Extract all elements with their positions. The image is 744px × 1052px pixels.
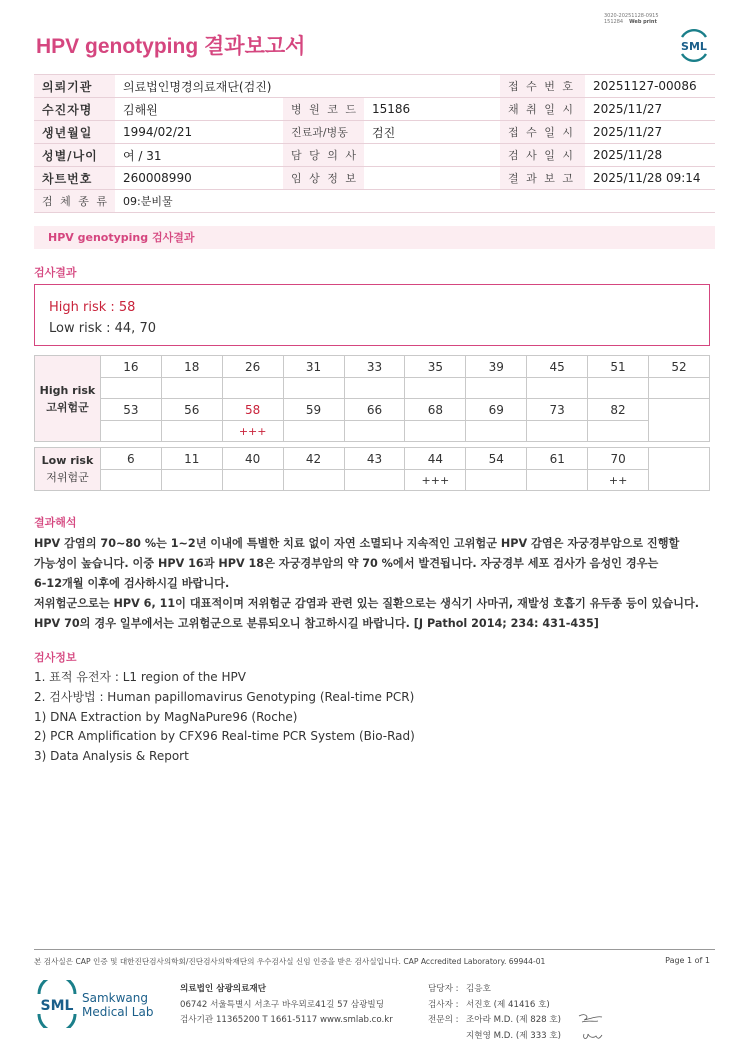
hpv-result-cell <box>161 470 222 491</box>
receipt-date-label: 접 수 일 시 <box>500 121 585 144</box>
test-info-line: 1) DNA Extraction by MagNaPure96 (Roche) <box>34 709 298 724</box>
hpv-type-cell: 18 <box>161 356 222 378</box>
staff-key: 전문의 : <box>428 1015 459 1025</box>
hpv-type-cell: 70 <box>588 448 649 470</box>
hpv-type-cell: 61 <box>527 448 588 470</box>
hpv-type-cell: 68 <box>405 399 466 421</box>
hpv-result-cell <box>100 378 161 399</box>
clinical-value <box>364 167 500 190</box>
chart-no-value: 260008990 <box>115 167 283 190</box>
staff-value: 김응호 <box>466 984 491 994</box>
hpv-type-cell: 42 <box>283 448 344 470</box>
hpv-result-cell <box>283 378 344 399</box>
hpv-result-cell <box>344 378 405 399</box>
interpretation-line: 6-12개월 이후에 검사하시길 바랍니다. <box>34 577 230 590</box>
hpv-type-cell: 66 <box>344 399 405 421</box>
low-risk-label-ko: 저위험군 <box>46 471 89 484</box>
result-heading: 검사결과 <box>34 266 77 279</box>
test-date-label: 검 사 일 시 <box>500 144 585 167</box>
report-title: HPV genotyping 결과보고서 <box>36 35 306 58</box>
hpv-type-cell: 69 <box>466 399 527 421</box>
hpv-result-cell <box>344 470 405 491</box>
sex-age-value: 여 / 31 <box>115 144 283 167</box>
report-date-label: 결 과 보 고 <box>500 167 585 190</box>
low-risk-label-en: Low risk <box>41 454 94 467</box>
organization-contact: 검사기관 11365200 T 1661-5117 www.smlab.co.kr <box>180 1015 393 1025</box>
patient-info-table <box>34 74 715 213</box>
clinical-label: 임 상 정 보 <box>283 167 364 190</box>
organization-address: 06742 서울특별시 서초구 바우뫼로41길 57 삼광빌딩 <box>180 999 384 1010</box>
specimen-value: 09:분비물 <box>115 190 715 213</box>
document-code-line2: 151284 <box>604 19 624 25</box>
samkwang-logo-icon <box>36 980 160 1028</box>
interpretation-heading: 결과해석 <box>34 516 77 529</box>
web-print-tag: Web print <box>629 19 657 25</box>
patient-label: 수진자명 <box>34 98 115 121</box>
dob-value: 1994/02/21 <box>115 121 283 144</box>
hpv-result-cell <box>405 378 466 399</box>
staff-key: 검사자 : <box>428 999 459 1010</box>
high-risk-label-en: High risk <box>39 383 96 397</box>
hpv-type-cell: 39 <box>466 356 527 378</box>
hpv-result-cell <box>588 421 649 442</box>
collect-date-label: 채 취 일 시 <box>500 98 585 121</box>
hpv-type-cell: 33 <box>344 356 405 378</box>
hpv-type-cell: 51 <box>588 356 649 378</box>
hpv-result-cell <box>283 421 344 442</box>
samkwang-logo-mark: SML <box>40 998 74 1014</box>
accreditation-note: 본 검사실은 CAP 인증 및 대한진단검사의학회/진단검사의학재단의 우수검사실 신임 인증을 받은 검사실입니다. CAP Accredited Laboratory. 69944-01 <box>34 957 546 966</box>
organization-info <box>180 982 393 1029</box>
hpv-type-cell: 53 <box>100 399 161 421</box>
samkwang-logo-text2: Medical Lab <box>82 1005 154 1019</box>
hpv-result-cell <box>588 378 649 399</box>
high-risk-grid-label <box>35 356 101 442</box>
hpv-result-cell <box>466 421 527 442</box>
page-number: Page 1 of 1 <box>665 956 710 965</box>
staff-value: 서진호 (제 41416 호) <box>466 999 550 1010</box>
test-info-line: 3) Data Analysis & Report <box>34 749 189 764</box>
result-section-band: HPV genotyping 검사결과 <box>34 226 715 249</box>
organization-name: 의료법인 삼광의료재단 <box>180 984 267 994</box>
hpv-result-cell <box>283 470 344 491</box>
hpv-result-cell <box>405 421 466 442</box>
interpretation-line: 가능성이 높습니다. 이중 HPV 16과 HPV 18은 자궁경부암의 약 70 %에서 발견됩니다. 자궁경부 세포 검사가 음성인 경우는 <box>34 557 659 570</box>
report-date-value: 2025/11/28 09:14 <box>585 167 715 190</box>
hospital-code-value: 15186 <box>364 98 500 121</box>
hpv-result-cell <box>527 421 588 442</box>
institution-value: 의료법인명경의료재단(검진) <box>115 75 500 98</box>
hpv-result-cell <box>100 470 161 491</box>
hpv-type-cell: 16 <box>100 356 161 378</box>
hpv-type-cell: 54 <box>466 448 527 470</box>
doctor-label: 담 당 의 사 <box>283 144 364 167</box>
hpv-result-cell <box>161 421 222 442</box>
low-risk-result: Low risk : 44, 70 <box>49 321 156 336</box>
specimen-label: 검 체 종 류 <box>34 190 115 213</box>
dept-value: 검진 <box>364 121 500 144</box>
hpv-type-cell: 44 <box>405 448 466 470</box>
hpv-result-cell <box>466 470 527 491</box>
interpretation-line: HPV 감염의 70~80 %는 1~2년 이내에 특별한 치료 없이 자연 소멸되나 지속적인 고위험군 HPV 감염은 자궁경부암으로 진행할 <box>34 537 680 550</box>
hpv-result-cell <box>100 421 161 442</box>
doctor-value <box>364 144 500 167</box>
hpv-type-cell: 82 <box>588 399 649 421</box>
receipt-no-label: 접 수 번 호 <box>500 75 585 98</box>
samkwang-logo-text1: Samkwang <box>82 991 148 1005</box>
interpretation-text <box>34 534 714 634</box>
footer-divider <box>34 949 715 950</box>
institution-label: 의뢰기관 <box>34 75 115 98</box>
test-info-line: 1. 표적 유전자 : L1 region of the HPV <box>34 670 246 684</box>
high-risk-label-ko: 고위험군 <box>46 400 89 414</box>
interpretation-line: 저위험군으로는 HPV 6, 11이 대표적이며 저위험군 감염과 관련 있는 질환으로는 생식기 사마귀, 재발성 호흡기 유두종 등이 있습니다. <box>34 597 700 610</box>
chart-no-label: 차트번호 <box>34 167 115 190</box>
hpv-type-cell: 31 <box>283 356 344 378</box>
hpv-result-cell: ++ <box>588 470 649 491</box>
empty-cell <box>648 399 709 442</box>
hpv-result-cell <box>222 378 283 399</box>
dept-label: 진료과/병동 <box>283 121 364 144</box>
hpv-type-cell: 59 <box>283 399 344 421</box>
high-risk-grid <box>34 355 710 442</box>
hpv-result-cell: +++ <box>405 470 466 491</box>
collect-date-value: 2025/11/27 <box>585 98 715 121</box>
staff-value: 지현영 M.D. (제 333 호) <box>466 1030 562 1041</box>
low-risk-grid-label <box>35 448 101 491</box>
dob-label: 생년월일 <box>34 121 115 144</box>
test-info-line: 2. 검사방법 : Human papillomavirus Genotyping (Real-time PCR) <box>34 689 415 704</box>
hpv-type-cell: 73 <box>527 399 588 421</box>
test-info-list <box>34 668 415 767</box>
high-risk-result: High risk : 58 <box>49 300 136 315</box>
staff-key: 담당자 : <box>428 984 459 994</box>
receipt-no-value: 20251127-00086 <box>585 75 715 98</box>
sml-logo-text: SML <box>681 40 707 53</box>
receipt-date-value: 2025/11/27 <box>585 121 715 144</box>
hpv-result-cell <box>527 470 588 491</box>
hpv-result-cell <box>222 470 283 491</box>
hpv-type-cell: 35 <box>405 356 466 378</box>
hpv-result-cell-positive: +++ <box>222 421 283 442</box>
hpv-type-cell: 40 <box>222 448 283 470</box>
result-summary-box <box>34 284 710 346</box>
document-code-line1: 3020-20251128-0915 <box>604 13 659 19</box>
low-risk-grid <box>34 447 710 491</box>
hpv-type-cell: 11 <box>161 448 222 470</box>
hpv-type-cell: 6 <box>100 448 161 470</box>
sml-logo-icon <box>676 28 712 62</box>
staff-value: 조아라 M.D. (제 828 호) <box>466 1015 562 1025</box>
document-code <box>604 13 659 25</box>
test-info-line: 2) PCR Amplification by CFX96 Real-time PCR System (Bio-Rad) <box>34 729 415 744</box>
hpv-type-cell: 52 <box>648 356 709 378</box>
hpv-type-cell: 56 <box>161 399 222 421</box>
hospital-code-label: 병 원 코 드 <box>283 98 364 121</box>
hpv-type-cell: 26 <box>222 356 283 378</box>
test-info-heading: 검사정보 <box>34 651 77 664</box>
hpv-result-cell <box>344 421 405 442</box>
test-date-value: 2025/11/28 <box>585 144 715 167</box>
interpretation-line: HPV 70의 경우 일부에서는 고위험군으로 분류되오니 참고하시길 바랍니다. [J Pathol 2014; 234: 431-435] <box>34 617 599 630</box>
hpv-result-cell <box>648 378 709 399</box>
patient-value: 김해원 <box>115 98 283 121</box>
signature-icon <box>576 1010 606 1042</box>
hpv-result-cell <box>466 378 527 399</box>
sex-age-label: 성별/나이 <box>34 144 115 167</box>
hpv-result-cell <box>527 378 588 399</box>
empty-cell <box>649 448 710 491</box>
hpv-result-cell <box>161 378 222 399</box>
staff-key <box>428 1029 466 1045</box>
hpv-type-cell: 45 <box>527 356 588 378</box>
hpv-type-cell-positive: 58 <box>222 399 283 421</box>
hpv-type-cell: 43 <box>344 448 405 470</box>
staff-info <box>428 982 561 1044</box>
